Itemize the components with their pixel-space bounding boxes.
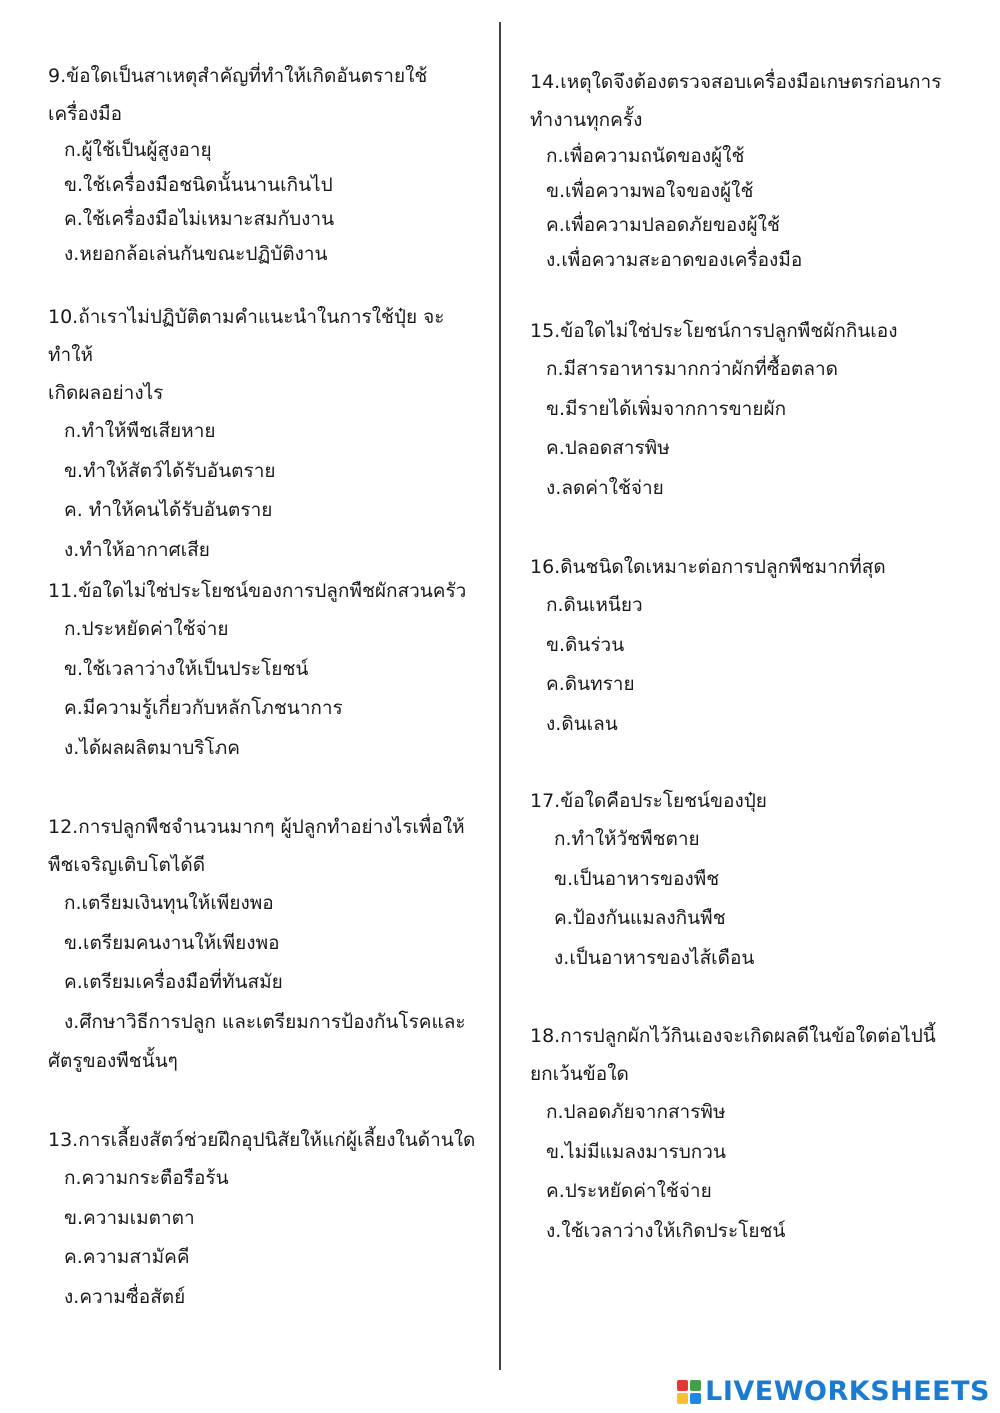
- option[interactable]: ค.ประหยัดค่าใช้จ่าย: [546, 1180, 712, 1202]
- question-stem: 13.การเลี้ยงสัตว์ช่วยฝึกอุปนิสัยให้แก่ผู้เลี้ยงในด้านใด: [48, 1129, 476, 1151]
- option[interactable]: ข.ดินร่วน: [546, 633, 625, 656]
- question-18: [530, 1017, 970, 1251]
- option[interactable]: ข.ใช้เครื่องมือชนิดนั้นนานเกินไป: [64, 173, 333, 196]
- option[interactable]: ง.ดินเลน: [546, 712, 618, 735]
- option[interactable]: ข.ทำให้สัตว์ได้รับอันตราย: [64, 459, 276, 482]
- option[interactable]: ค.เตรียมเครื่องมือที่ทันสมัย: [64, 971, 283, 993]
- column-divider: [499, 22, 501, 1370]
- option[interactable]: ข.ใช้เวลาว่างให้เป็นประโยชน์: [64, 657, 309, 680]
- question-stem: 16.ดินชนิดใดเหมาะต่อการปลูกพืชมากที่สุด: [530, 556, 886, 578]
- option[interactable]: ข.มีรายได้เพิ่มจากการขายผัก: [546, 397, 787, 420]
- question-stem: 15.ข้อใดไม่ใช่ประโยชน์การปลูกพืชผักกินเอง: [530, 320, 898, 342]
- option[interactable]: ค.มีความรู้เกี่ยวกับหลักโภชนาการ: [64, 697, 343, 719]
- question-15: [530, 312, 970, 508]
- options-list: [530, 350, 970, 508]
- question-stem: 14.เหตุใดจึงต้องตรวจสอบเครื่องมือเกษตรก่อนการ ทำงานทุกครั้ง: [530, 71, 942, 131]
- options-list: [48, 1159, 488, 1317]
- option[interactable]: ค.ดินทราย: [546, 673, 635, 695]
- option[interactable]: ค.เพื่อความปลอดภัยของผู้ใช้: [546, 214, 780, 236]
- question-stem: 18.การปลูกผักไว้กินเองจะเกิดผลดีในข้อใดต่อไปนี้ ยกเว้นข้อใด: [530, 1025, 936, 1085]
- option[interactable]: ง.ใช้เวลาว่างให้เกิดประโยชน์: [546, 1219, 786, 1242]
- option[interactable]: ข.ไม่มีแมลงมารบกวน: [546, 1140, 726, 1163]
- option[interactable]: ก.มีสารอาหารมากกว่าผักที่ซื้อตลาด: [546, 358, 839, 380]
- option[interactable]: ก.ทำให้วัชพืชตาย: [554, 828, 700, 850]
- option[interactable]: ค.ป้องกันแมลงกินพืช: [554, 907, 726, 929]
- options-list: [530, 820, 970, 978]
- options-list: [48, 133, 488, 271]
- option-continuation: ศัตรูของพืชนั้นๆ: [48, 1050, 178, 1072]
- question-stem: 12.การปลูกพืชจำนวนมากๆ ผู้ปลูกทำอย่างไรเพื่อให้ พืชเจริญเติบโตได้ดี: [48, 816, 465, 876]
- option[interactable]: ข.เตรียมคนงานให้เพียงพอ: [64, 931, 280, 954]
- option[interactable]: ค.ปลอดสารพิษ: [546, 437, 670, 459]
- option[interactable]: ข.เพื่อความพอใจของผู้ใช้: [546, 179, 754, 202]
- option[interactable]: ง.หยอกล้อเล่นกันขณะปฏิบัติงาน: [64, 242, 328, 265]
- liveworksheets-logo[interactable]: [677, 1376, 990, 1407]
- option[interactable]: ง.เป็นอาหารของไส้เดือน: [554, 946, 755, 969]
- option[interactable]: ก.ทำให้พืชเสียหาย: [64, 420, 216, 442]
- option[interactable]: ค.ใช้เครื่องมือไม่เหมาะสมกับงาน: [64, 208, 335, 230]
- question-stem: 9.ข้อใดเป็นสาเหตุสำคัญที่ทำให้เกิดอันตรายใช้ เครื่องมือ: [48, 65, 428, 125]
- option[interactable]: ก.ดินเหนียว: [546, 594, 643, 616]
- question-11: [48, 572, 488, 768]
- options-list: [48, 610, 488, 768]
- question-stem: 11.ข้อใดไม่ใช่ประโยชน์ของการปลูกพืชผักสวนครัว: [48, 580, 467, 602]
- question-16: [530, 548, 970, 744]
- question-17: [530, 782, 970, 978]
- question-13: [48, 1121, 488, 1317]
- option[interactable]: ก.เตรียมเงินทุนให้เพียงพอ: [64, 892, 274, 914]
- option[interactable]: ค.ความสามัคคี: [64, 1246, 190, 1268]
- option[interactable]: ง.ลดค่าใช้จ่าย: [546, 476, 664, 499]
- option[interactable]: ก.เพื่อความถนัดของผู้ใช้: [546, 145, 745, 167]
- option[interactable]: ง.ได้ผลผลิตมาบริโภค: [64, 736, 241, 759]
- question-10: [48, 298, 488, 570]
- option[interactable]: ก.ประหยัดค่าใช้จ่าย: [64, 618, 229, 640]
- logo-text: LIVEWORKSHEETS: [705, 1376, 990, 1407]
- question-14: [530, 63, 970, 277]
- options-list: [48, 412, 488, 570]
- option[interactable]: ก.ความกระตือรือร้น: [64, 1167, 229, 1189]
- option[interactable]: ง.เพื่อความสะอาดของเครื่องมือ: [546, 248, 803, 271]
- option[interactable]: ง.ศึกษาวิธีการปลูก และเตรียมการป้องกันโรคและ: [64, 1010, 466, 1033]
- option[interactable]: ก.ผู้ใช้เป็นผู้สูงอายุ: [64, 139, 212, 161]
- option[interactable]: ข.ความเมตาตา: [64, 1206, 195, 1229]
- option[interactable]: ค. ทำให้คนได้รับอันตราย: [64, 499, 273, 521]
- option[interactable]: ก.ปลอดภัยจากสารพิษ: [546, 1101, 726, 1123]
- option[interactable]: ง.ความซื่อสัตย์: [64, 1285, 186, 1308]
- options-list: [530, 139, 970, 277]
- options-list: [530, 586, 970, 744]
- question-9: [48, 57, 488, 271]
- option[interactable]: ง.ทำให้อากาศเสีย: [64, 538, 210, 561]
- options-list: [530, 1093, 970, 1251]
- options-list: [48, 884, 488, 1082]
- question-stem: 10.ถ้าเราไม่ปฏิบัติตามคำแนะนำในการใช้ปุ๋ย จะทำให้ เกิดผลอย่างไร: [48, 306, 445, 404]
- option[interactable]: ข.เป็นอาหารของพืช: [554, 867, 720, 890]
- logo-grid-icon: [677, 1380, 701, 1404]
- question-12: [48, 808, 488, 1082]
- question-stem: 17.ข้อใดคือประโยชน์ของปุ๋ย: [530, 790, 767, 812]
